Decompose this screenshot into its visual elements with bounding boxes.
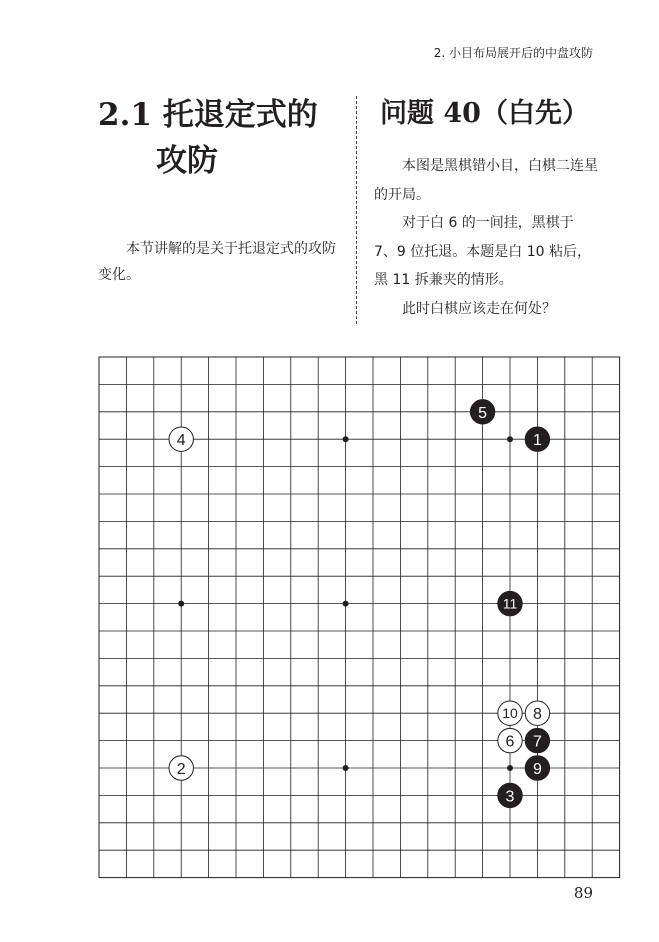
stone-number: 6 [505,733,515,751]
star-point [343,436,349,442]
page-number: 89 [573,884,593,902]
stone-number: 1 [532,432,542,450]
stone-number: 3 [505,788,515,806]
section-title-line1: 2.1 托退定式的 [98,97,318,133]
stone-number: 8 [532,706,542,724]
stone-number: 5 [478,404,488,422]
problem-title: 问题 40（白先） [380,98,589,129]
star-point [507,765,513,771]
star-point [507,436,513,442]
stone-number: 7 [532,733,542,751]
star-point [178,601,184,607]
section-intro: 本节讲解的是关于托退定式的攻防变化。 [98,241,336,283]
star-point [343,765,349,771]
stone-number: 9 [532,761,542,778]
stone-number: 10 [502,705,518,722]
section-title-line2: 攻防 [156,143,218,179]
stone-number: 4 [176,432,186,450]
problem-paragraph: 对于白 6 的一间挂，黑棋于 7、9 位托退。本题是白 10 粘后，黑 11 拆兼夹的情形。 [374,215,591,288]
running-header: 2. 小目布局展开后的中盘攻防 [433,46,593,60]
star-point [343,601,349,607]
problem-paragraph: 此时白棋应该走在何处？ [402,300,556,317]
problem-paragraph: 本图是黑棋错小目，白棋二连星的开局。 [374,158,598,203]
stone-number: 2 [176,761,186,778]
stone-number: 11 [502,595,518,612]
